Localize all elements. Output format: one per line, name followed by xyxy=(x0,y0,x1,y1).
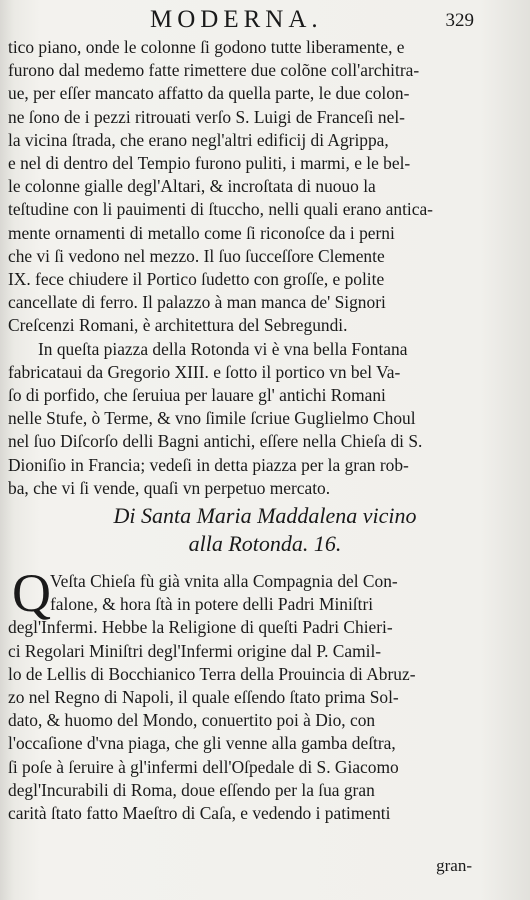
section-heading xyxy=(0,502,530,558)
text-line: ſo di porfido, che ſeruiua per lauare gl' antichi Romani xyxy=(8,385,386,406)
page-number: 329 xyxy=(445,10,474,31)
text-line: la vicina ſtrada, che erano negl'altri edificij di Agrippa, xyxy=(8,129,389,150)
text-line: mente ornamenti di metallo come ſi riconoſce da i perni xyxy=(8,222,395,243)
paragraph-2 xyxy=(8,338,488,500)
text-line: degl'Incurabili di Roma, doue eſſendo per la ſua gran xyxy=(8,779,375,800)
text-line: che vi ſi vedono nel mezzo. Il ſuo ſucceſſore Clemente xyxy=(8,245,385,266)
text-line: cancellate di ferro. Il palazzo à man manca de' Signori xyxy=(8,292,386,313)
text-line: teſtudine con li pauimenti di ſtuccho, nelli quali erano antica- xyxy=(8,199,433,220)
section-heading-line: alla Rotonda. 16. xyxy=(188,531,342,556)
text-line: ſi poſe à ſeruire à gl'infermi dell'Oſpedale di S. Giacomo xyxy=(8,756,399,777)
text-line: ue, per eſſer mancato affatto da quella parte, le due colon- xyxy=(8,83,410,104)
text-line: lo de Lellis di Bocchianico Terra della Prouincia di Abruz- xyxy=(8,663,416,684)
text-line: furono dal medemo fatte rimettere due colõne coll'architra- xyxy=(8,60,420,81)
text-line: nelle Stufe, ò Terme, & vno ſimile ſcriue Guglielmo Choul xyxy=(8,408,416,429)
section-text-block xyxy=(8,570,488,825)
text-line: degl'Infermi. Hebbe la Religione di queſti Padri Chieri- xyxy=(8,617,393,638)
section-heading-line: Di Santa Maria Maddalena vicino xyxy=(113,503,417,528)
text-line: zo nel Regno di Napoli, il quale eſſendo ſtato prima Sol- xyxy=(8,687,399,708)
catchword: gran- xyxy=(436,856,472,875)
text-line: dato, & huomo del Mondo, conuertito poi à Dio, con xyxy=(8,710,376,731)
text-line: fabricataui da Gregorio XIII. e ſotto il portico vn bel Va- xyxy=(8,361,401,382)
text-line: Creſcenzi Romani, è architettura del Sebregundi. xyxy=(8,315,348,336)
text-line: IX. fece chiudere il Portico ſudetto con groſſe, e polite xyxy=(8,269,385,290)
text-line: Veſta Chieſa fù già vnita alla Compagnia del Con- xyxy=(50,571,398,591)
text-line: ne ſono de i pezzi ritrouati verſo S. Luigi de Franceſi nel- xyxy=(8,106,405,127)
main-text-block xyxy=(8,36,488,500)
text-line: tico piano, onde le colonne ſi godono tutte liberamente, e xyxy=(8,37,405,57)
paragraph-3 xyxy=(8,570,488,825)
text-line: falone, & hora ſtà in potere delli Padri Miniſtri xyxy=(50,594,374,615)
text-line: nel ſuo Diſcorſo delli Bagni antichi, eſſere nella Chieſa di S. xyxy=(8,431,423,452)
drop-capital: Q xyxy=(12,563,51,623)
text-line: In queſta piazza della Rotonda vi è vna bella Fontana xyxy=(38,338,408,359)
running-header xyxy=(0,6,530,36)
running-title: MODERNA. xyxy=(150,6,323,33)
text-line: e nel di dentro del Tempio furono puliti, i marmi, e le bel- xyxy=(8,153,411,174)
text-line: carità ſtato fatto Maeſtro di Caſa, e vedendo i patimenti xyxy=(8,803,391,824)
text-line: le colonne gialle degl'Altari, & incroſtata di nuouo la xyxy=(8,176,376,197)
text-line: ci Regolari Miniſtri degl'Infermi origine dal P. Camil- xyxy=(8,640,382,661)
paragraph-1 xyxy=(8,36,488,338)
text-line: l'occaſione d'vna piaga, che gli venne alla gamba deſtra, xyxy=(8,733,396,754)
text-line: Dioniſio in Francia; vedeſi in detta piazza per la gran rob- xyxy=(8,454,409,475)
text-line: ba, che vi ſi vende, quaſi vn perpetuo mercato. xyxy=(8,477,331,498)
